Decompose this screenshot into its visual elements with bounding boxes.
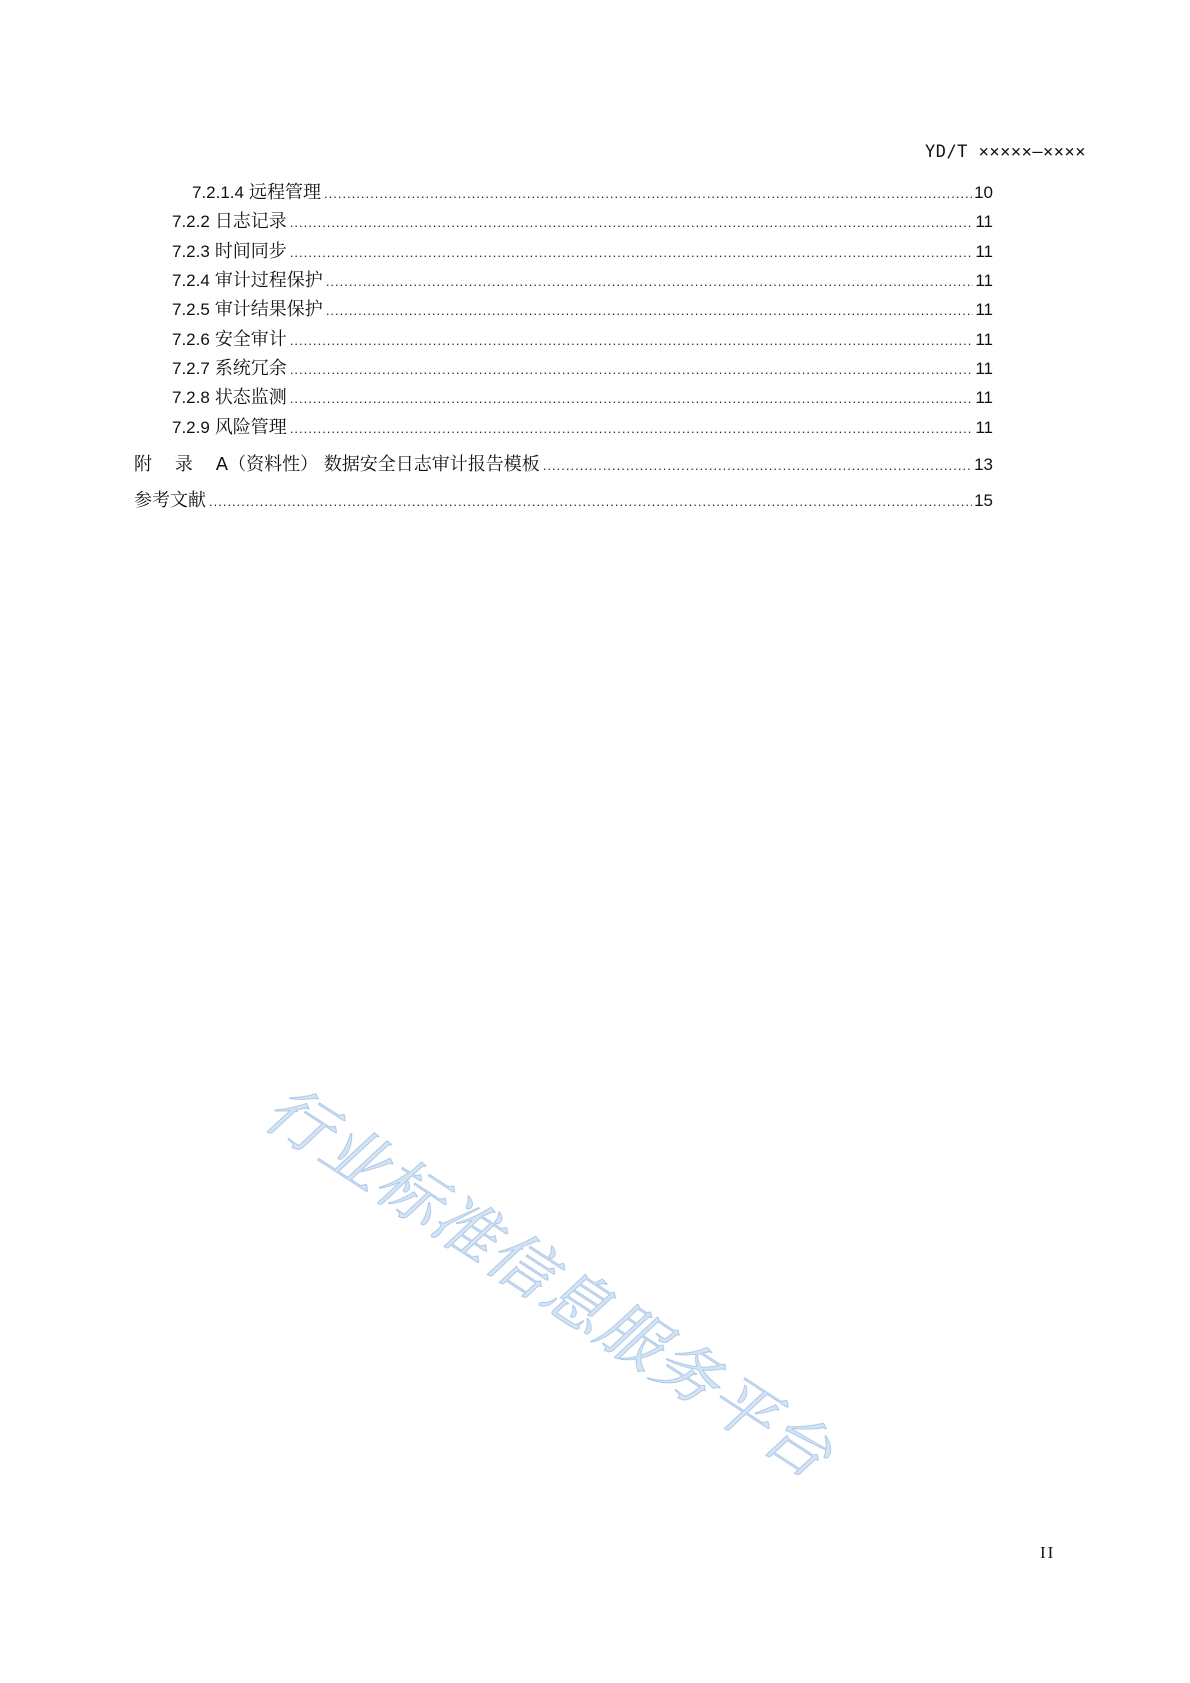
toc-leader-dots xyxy=(324,182,972,206)
toc-entry-title: 安全审计 xyxy=(214,329,287,350)
toc-entry-title: 审计过程保护 xyxy=(214,270,323,291)
toc-entry-number: 7.2.7 xyxy=(172,359,210,378)
toc-entry[interactable] xyxy=(172,269,993,294)
toc-entry[interactable] xyxy=(172,210,993,235)
toc-entry-number: 7.2.8 xyxy=(172,388,210,407)
toc-appendix-prefix: 附 录 A（资料性） xyxy=(134,454,324,475)
toc-entry-title: 风险管理 xyxy=(214,417,287,438)
toc-leader-dots xyxy=(290,358,974,382)
toc-leader-dots xyxy=(290,387,974,411)
toc-entry-title: 时间同步 xyxy=(214,241,287,262)
toc-leader-dots xyxy=(290,211,974,235)
toc-references-page: 15 xyxy=(974,491,993,510)
toc-entry[interactable] xyxy=(172,298,993,323)
toc-leader-dots xyxy=(290,417,974,441)
toc-entry-page: 11 xyxy=(975,271,993,290)
toc-appendix-page: 13 xyxy=(974,455,993,474)
document-code-header: YD/T ×××××—×××× xyxy=(924,142,1086,162)
toc-entry[interactable] xyxy=(172,386,993,411)
toc-references-entry[interactable] xyxy=(134,489,993,514)
toc-entry-title: 日志记录 xyxy=(214,211,287,232)
toc-entry-page: 11 xyxy=(975,300,993,319)
toc-leader-dots xyxy=(290,241,974,265)
toc-entry-page: 11 xyxy=(975,242,993,261)
toc-entry[interactable] xyxy=(172,357,993,382)
toc-entry-title: 系统冗余 xyxy=(214,358,287,379)
toc-entry[interactable] xyxy=(192,181,993,206)
toc-entry-page: 10 xyxy=(974,183,993,202)
toc-entry-page: 11 xyxy=(975,330,993,349)
toc-leader-dots xyxy=(326,299,974,323)
toc-entry-title: 远程管理 xyxy=(249,182,321,203)
page-number: II xyxy=(1040,1543,1056,1562)
toc-entry[interactable] xyxy=(172,328,993,353)
toc-leader-dots xyxy=(209,490,972,514)
toc-entry-page: 11 xyxy=(975,418,993,437)
toc-entry-number: 7.2.3 xyxy=(172,242,210,261)
toc-leader-dots xyxy=(326,270,974,294)
toc-entry-number: 7.2.4 xyxy=(172,271,210,290)
toc-entry-page: 11 xyxy=(975,359,993,378)
toc-entry[interactable] xyxy=(172,416,993,441)
toc-leader-dots xyxy=(290,329,974,353)
toc-entry-number: 7.2.1.4 xyxy=(192,183,244,202)
toc-entry[interactable] xyxy=(172,240,993,265)
toc-entry-number: 7.2.2 xyxy=(172,212,210,231)
toc-entry-title: 审计结果保护 xyxy=(214,299,323,320)
toc-references-title: 参考文献 xyxy=(134,490,206,511)
toc-appendix-entry[interactable] xyxy=(134,453,993,478)
toc-entry-page: 11 xyxy=(975,388,993,407)
toc-entry-number: 7.2.5 xyxy=(172,300,210,319)
toc-entry-title: 状态监测 xyxy=(214,387,287,408)
toc-leader-dots xyxy=(543,454,972,478)
toc-entry-number: 7.2.6 xyxy=(172,330,210,349)
toc-entry-page: 11 xyxy=(975,212,993,231)
toc-appendix-title: 数据安全日志审计报告模板 xyxy=(323,454,540,475)
toc-entry-number: 7.2.9 xyxy=(172,418,210,437)
watermark: 行业标准信息服务平台 xyxy=(251,1072,846,1495)
